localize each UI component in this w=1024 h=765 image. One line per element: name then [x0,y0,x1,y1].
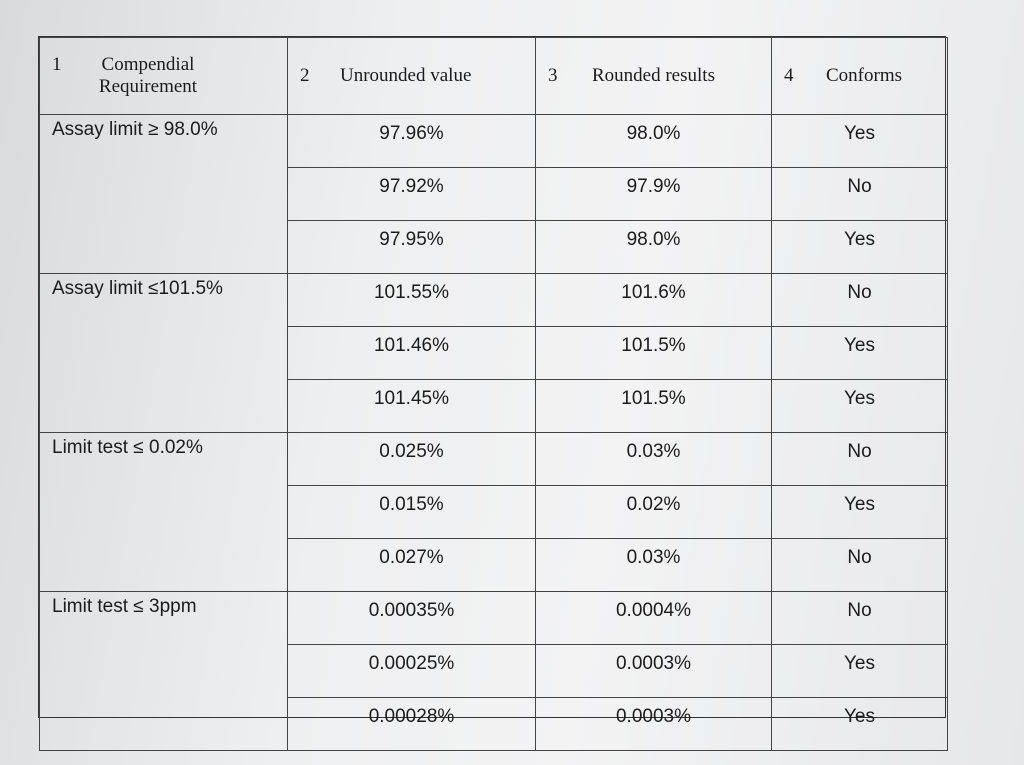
unrounded-value-cell: 0.00025% [288,645,536,698]
header-number: 2 [300,65,310,86]
rounded-result-cell: 0.02% [536,486,772,539]
rounding-table-sheet [38,36,946,727]
unrounded-value-cell: 97.92% [288,168,536,221]
requirement-cell: Limit test ≤ 3ppm [40,592,288,751]
header-number: 4 [784,65,794,86]
rounded-result-cell: 0.0003% [536,698,772,751]
unrounded-value-cell: 0.00028% [288,698,536,751]
rounded-result-cell: 101.5% [536,327,772,380]
conforms-cell: Yes [772,380,948,433]
header-compendial-requirement [40,38,288,115]
header-label: Conforms [826,65,902,86]
header-conforms [772,38,948,115]
rounded-result-cell: 0.0003% [536,645,772,698]
header-rounded-results [536,38,772,115]
header-label: Unrounded value [340,65,472,86]
rounding-table [39,37,948,751]
table-row [40,433,948,486]
conforms-cell: Yes [772,698,948,751]
conforms-cell: Yes [772,221,948,274]
header-unrounded-value [288,38,536,115]
table-header-row [40,38,948,115]
unrounded-value-cell: 97.95% [288,221,536,274]
unrounded-value-cell: 0.025% [288,433,536,486]
rounded-result-cell: 98.0% [536,221,772,274]
unrounded-value-cell: 101.45% [288,380,536,433]
conforms-cell: No [772,433,948,486]
rounded-result-cell: 0.03% [536,539,772,592]
unrounded-value-cell: 0.015% [288,486,536,539]
conforms-cell: Yes [772,115,948,168]
rounded-result-cell: 97.9% [536,168,772,221]
table-row [40,592,948,645]
conforms-cell: No [772,592,948,645]
conforms-cell: Yes [772,486,948,539]
requirement-cell: Limit test ≤ 0.02% [40,433,288,592]
unrounded-value-cell: 101.55% [288,274,536,327]
conforms-cell: No [772,168,948,221]
header-label: Compendial Requirement [98,54,198,97]
rounded-result-cell: 101.6% [536,274,772,327]
rounded-result-cell: 0.0004% [536,592,772,645]
unrounded-value-cell: 0.00035% [288,592,536,645]
table-row [40,115,948,168]
unrounded-value-cell: 97.96% [288,115,536,168]
conforms-cell: Yes [772,645,948,698]
unrounded-value-cell: 101.46% [288,327,536,380]
conforms-cell: Yes [772,327,948,380]
rounded-result-cell: 101.5% [536,380,772,433]
conforms-cell: No [772,539,948,592]
header-number: 1 [52,54,62,75]
header-number: 3 [548,65,558,86]
conforms-cell: No [772,274,948,327]
rounded-result-cell: 0.03% [536,433,772,486]
requirement-cell: Assay limit ≥ 98.0% [40,115,288,274]
requirement-cell: Assay limit ≤101.5% [40,274,288,433]
table-row [40,274,948,327]
rounded-result-cell: 98.0% [536,115,772,168]
header-label: Rounded results [592,65,715,86]
unrounded-value-cell: 0.027% [288,539,536,592]
